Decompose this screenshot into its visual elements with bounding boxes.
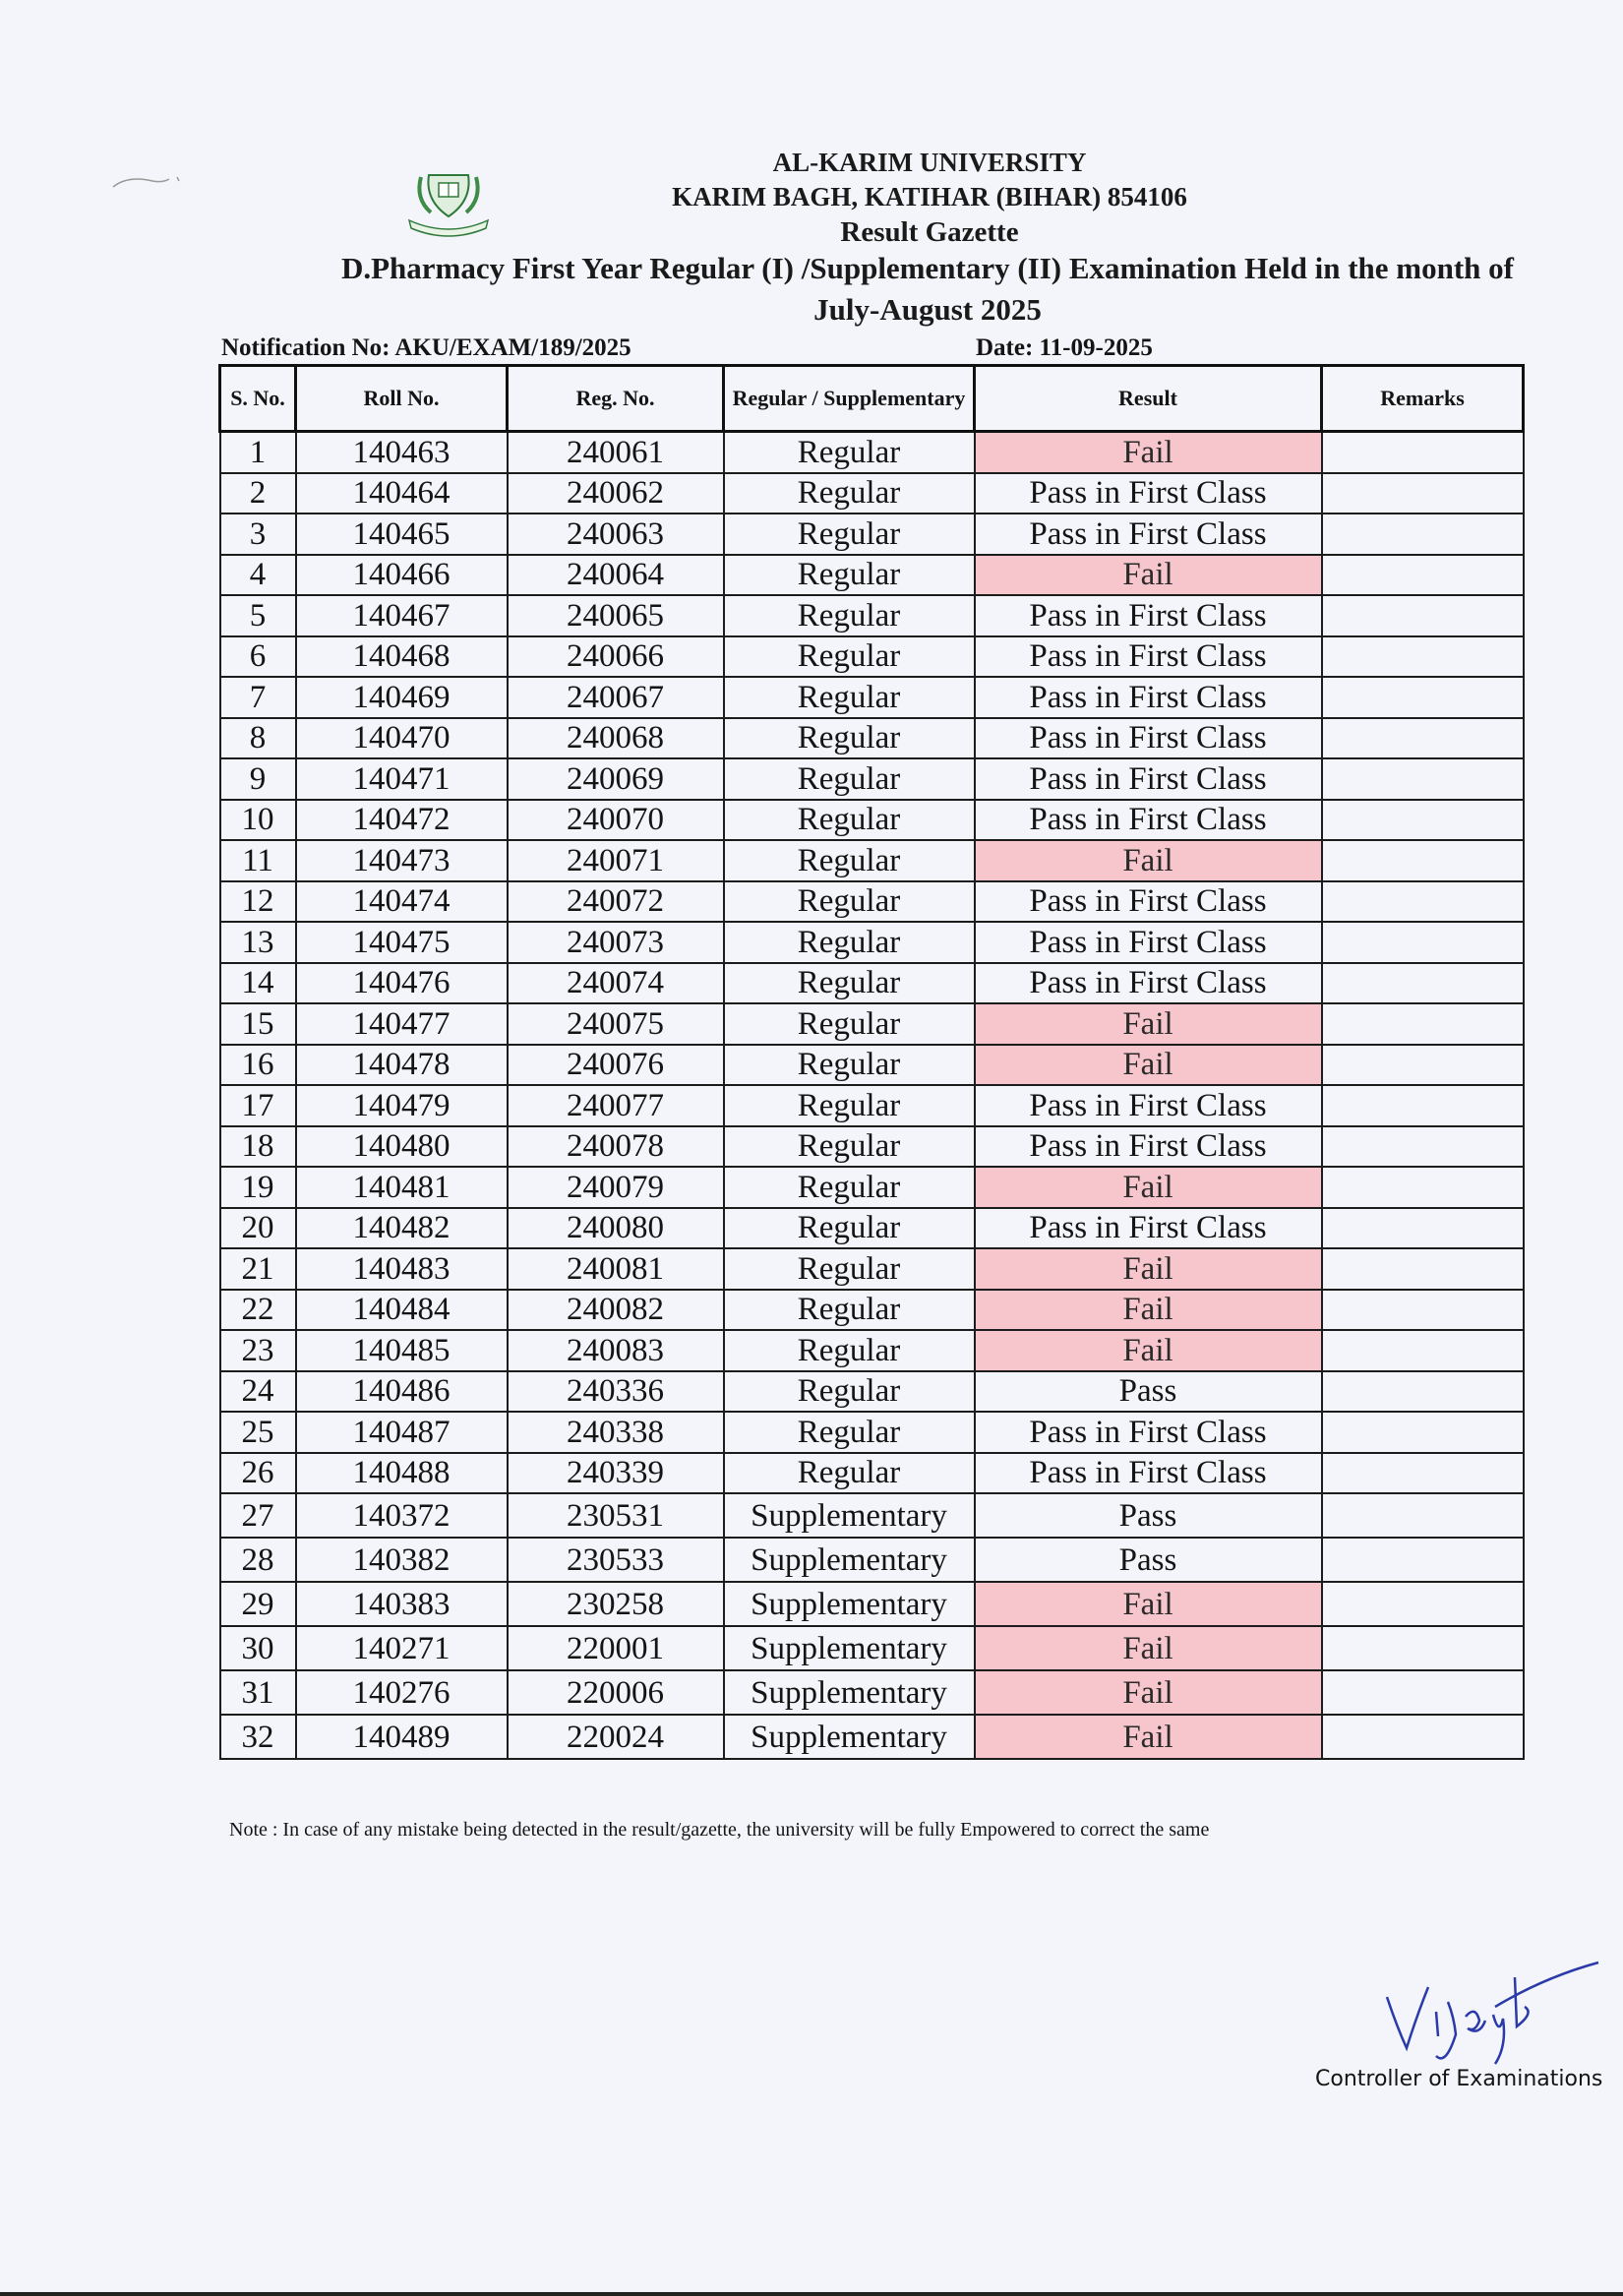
reg-no-cell: 240078 xyxy=(508,1126,724,1168)
roll-no-cell: 140383 xyxy=(296,1582,508,1626)
remarks-cell xyxy=(1322,1003,1524,1045)
table-row xyxy=(220,1045,1524,1086)
footer-note: Note : In case of any mistake being detected in the result/gazette, the university will be fully Empowered to correct the same xyxy=(229,1819,1210,1841)
roll-no-cell: 140484 xyxy=(296,1290,508,1331)
result-cell: Pass in First Class xyxy=(975,800,1322,841)
reg-no-cell: 240063 xyxy=(508,514,724,555)
result-cell: Pass in First Class xyxy=(975,881,1322,923)
roll-no-cell: 140271 xyxy=(296,1626,508,1670)
table-row xyxy=(220,595,1524,636)
roll-no-cell: 140478 xyxy=(296,1045,508,1086)
table-row xyxy=(220,677,1524,718)
result-cell: Pass in First Class xyxy=(975,636,1322,678)
remarks-cell xyxy=(1322,514,1524,555)
table-row xyxy=(220,1126,1524,1168)
result-cell: Pass in First Class xyxy=(975,595,1322,636)
remarks-cell xyxy=(1322,881,1524,923)
signatory-title: Controller of Examinations xyxy=(1315,2067,1603,2091)
table-row xyxy=(220,432,1524,473)
table-row xyxy=(220,1003,1524,1045)
table-row xyxy=(220,718,1524,759)
sno-cell: 7 xyxy=(220,677,296,718)
exam-type-cell: Regular xyxy=(724,1330,975,1371)
notification-number: Notification No: AKU/EXAM/189/2025 xyxy=(221,334,631,361)
exam-type-cell: Supplementary xyxy=(724,1538,975,1582)
roll-no-cell: 140485 xyxy=(296,1330,508,1371)
reg-no-cell: 240061 xyxy=(508,432,724,473)
remarks-cell xyxy=(1322,1626,1524,1670)
table-row xyxy=(220,514,1524,555)
result-cell: Pass in First Class xyxy=(975,1208,1322,1249)
reg-no-cell: 220001 xyxy=(508,1626,724,1670)
exam-type-cell: Regular xyxy=(724,718,975,759)
sno-cell: 1 xyxy=(220,432,296,473)
column-header-sno: S. No. xyxy=(220,366,296,432)
table-row xyxy=(220,1248,1524,1290)
reg-no-cell: 240066 xyxy=(508,636,724,678)
reg-no-cell: 240068 xyxy=(508,718,724,759)
sno-cell: 9 xyxy=(220,758,296,800)
remarks-cell xyxy=(1322,758,1524,800)
table-row xyxy=(220,555,1524,596)
roll-no-cell: 140482 xyxy=(296,1208,508,1249)
remarks-cell xyxy=(1322,840,1524,881)
result-cell: Pass xyxy=(975,1493,1322,1538)
remarks-cell xyxy=(1322,1085,1524,1126)
roll-no-cell: 140472 xyxy=(296,800,508,841)
result-cell: Pass in First Class xyxy=(975,718,1322,759)
roll-no-cell: 140473 xyxy=(296,840,508,881)
reg-no-cell: 240083 xyxy=(508,1330,724,1371)
remarks-cell xyxy=(1322,595,1524,636)
remarks-cell xyxy=(1322,1493,1524,1538)
reg-no-cell: 240069 xyxy=(508,758,724,800)
sno-cell: 18 xyxy=(220,1126,296,1168)
reg-no-cell: 230258 xyxy=(508,1582,724,1626)
table-row xyxy=(220,758,1524,800)
exam-type-cell: Regular xyxy=(724,1003,975,1045)
column-header-type: Regular / Supplementary xyxy=(724,366,975,432)
result-table xyxy=(218,364,1525,1760)
remarks-cell xyxy=(1322,1538,1524,1582)
table-row xyxy=(220,1167,1524,1208)
remarks-cell xyxy=(1322,1208,1524,1249)
page-bottom-edge xyxy=(0,2292,1623,2296)
sno-cell: 12 xyxy=(220,881,296,923)
roll-no-cell: 140469 xyxy=(296,677,508,718)
sno-cell: 2 xyxy=(220,473,296,514)
column-header-result: Result xyxy=(975,366,1322,432)
remarks-cell xyxy=(1322,1126,1524,1168)
reg-no-cell: 240081 xyxy=(508,1248,724,1290)
sno-cell: 15 xyxy=(220,1003,296,1045)
table-row xyxy=(220,1670,1524,1715)
remarks-cell xyxy=(1322,1045,1524,1086)
sno-cell: 10 xyxy=(220,800,296,841)
table-row xyxy=(220,1493,1524,1538)
result-cell: Pass in First Class xyxy=(975,963,1322,1004)
exam-type-cell: Regular xyxy=(724,1045,975,1086)
reg-no-cell: 240065 xyxy=(508,595,724,636)
roll-no-cell: 140463 xyxy=(296,432,508,473)
remarks-cell xyxy=(1322,1330,1524,1371)
result-cell: Fail xyxy=(975,1290,1322,1331)
result-cell: Fail xyxy=(975,1626,1322,1670)
result-cell: Fail xyxy=(975,1045,1322,1086)
roll-no-cell: 140489 xyxy=(296,1715,508,1759)
sno-cell: 30 xyxy=(220,1626,296,1670)
result-cell: Pass in First Class xyxy=(975,473,1322,514)
reg-no-cell: 240064 xyxy=(508,555,724,596)
sno-cell: 25 xyxy=(220,1412,296,1453)
table-row xyxy=(220,800,1524,841)
reg-no-cell: 240338 xyxy=(508,1412,724,1453)
exam-type-cell: Regular xyxy=(724,514,975,555)
reg-no-cell: 240336 xyxy=(508,1371,724,1413)
remarks-cell xyxy=(1322,718,1524,759)
exam-type-cell: Regular xyxy=(724,1167,975,1208)
result-cell: Pass in First Class xyxy=(975,514,1322,555)
exam-type-cell: Regular xyxy=(724,1290,975,1331)
remarks-cell xyxy=(1322,677,1524,718)
roll-no-cell: 140470 xyxy=(296,718,508,759)
sno-cell: 16 xyxy=(220,1045,296,1086)
reg-no-cell: 230533 xyxy=(508,1538,724,1582)
table-row xyxy=(220,963,1524,1004)
exam-type-cell: Regular xyxy=(724,473,975,514)
result-cell: Pass in First Class xyxy=(975,922,1322,963)
exam-type-cell: Regular xyxy=(724,595,975,636)
remarks-cell xyxy=(1322,1167,1524,1208)
reg-no-cell: 240071 xyxy=(508,840,724,881)
result-cell: Fail xyxy=(975,1670,1322,1715)
table-row xyxy=(220,922,1524,963)
table-row xyxy=(220,1208,1524,1249)
result-cell: Fail xyxy=(975,1715,1322,1759)
result-cell: Pass xyxy=(975,1538,1322,1582)
notification-date: Date: 11-09-2025 xyxy=(976,334,1153,361)
result-cell: Pass in First Class xyxy=(975,1453,1322,1494)
sno-cell: 6 xyxy=(220,636,296,678)
sno-cell: 27 xyxy=(220,1493,296,1538)
column-header-remarks: Remarks xyxy=(1322,366,1524,432)
sno-cell: 31 xyxy=(220,1670,296,1715)
university-address: KARIM BAGH, KATIHAR (BIHAR) 854106 xyxy=(672,182,1187,211)
sno-cell: 13 xyxy=(220,922,296,963)
roll-no-cell: 140276 xyxy=(296,1670,508,1715)
result-cell: Fail xyxy=(975,840,1322,881)
exam-type-cell: Supplementary xyxy=(724,1626,975,1670)
reg-no-cell: 220024 xyxy=(508,1715,724,1759)
exam-type-cell: Supplementary xyxy=(724,1493,975,1538)
table-row xyxy=(220,473,1524,514)
roll-no-cell: 140477 xyxy=(296,1003,508,1045)
reg-no-cell: 240079 xyxy=(508,1167,724,1208)
exam-type-cell: Regular xyxy=(724,1453,975,1494)
exam-type-cell: Regular xyxy=(724,1208,975,1249)
sno-cell: 8 xyxy=(220,718,296,759)
result-cell: Fail xyxy=(975,1248,1322,1290)
exam-type-cell: Regular xyxy=(724,1371,975,1413)
reg-no-cell: 240073 xyxy=(508,922,724,963)
result-cell: Pass in First Class xyxy=(975,1126,1322,1168)
exam-type-cell: Regular xyxy=(724,840,975,881)
result-cell: Fail xyxy=(975,555,1322,596)
reg-no-cell: 240076 xyxy=(508,1045,724,1086)
table-row xyxy=(220,1371,1524,1413)
result-cell: Fail xyxy=(975,1330,1322,1371)
reg-no-cell: 240067 xyxy=(508,677,724,718)
remarks-cell xyxy=(1322,473,1524,514)
roll-no-cell: 140466 xyxy=(296,555,508,596)
roll-no-cell: 140467 xyxy=(296,595,508,636)
reg-no-cell: 240070 xyxy=(508,800,724,841)
remarks-cell xyxy=(1322,1715,1524,1759)
exam-type-cell: Regular xyxy=(724,555,975,596)
sno-cell: 23 xyxy=(220,1330,296,1371)
exam-type-cell: Regular xyxy=(724,1085,975,1126)
remarks-cell xyxy=(1322,1453,1524,1494)
sno-cell: 5 xyxy=(220,595,296,636)
reg-no-cell: 240077 xyxy=(508,1085,724,1126)
sno-cell: 17 xyxy=(220,1085,296,1126)
sno-cell: 32 xyxy=(220,1715,296,1759)
exam-type-cell: Regular xyxy=(724,636,975,678)
roll-no-cell: 140475 xyxy=(296,922,508,963)
roll-no-cell: 140476 xyxy=(296,963,508,1004)
table-row xyxy=(220,1412,1524,1453)
sno-cell: 22 xyxy=(220,1290,296,1331)
sno-cell: 14 xyxy=(220,963,296,1004)
result-cell: Fail xyxy=(975,1003,1322,1045)
result-cell: Fail xyxy=(975,1582,1322,1626)
remarks-cell xyxy=(1322,1371,1524,1413)
reg-no-cell: 240075 xyxy=(508,1003,724,1045)
roll-no-cell: 140468 xyxy=(296,636,508,678)
result-cell: Pass in First Class xyxy=(975,758,1322,800)
table-row xyxy=(220,1453,1524,1494)
reg-no-cell: 240062 xyxy=(508,473,724,514)
roll-no-cell: 140479 xyxy=(296,1085,508,1126)
table-header-row xyxy=(220,366,1524,432)
result-cell: Pass in First Class xyxy=(975,677,1322,718)
remarks-cell xyxy=(1322,1582,1524,1626)
table-row xyxy=(220,1538,1524,1582)
reg-no-cell: 240074 xyxy=(508,963,724,1004)
roll-no-cell: 140465 xyxy=(296,514,508,555)
remarks-cell xyxy=(1322,800,1524,841)
exam-type-cell: Supplementary xyxy=(724,1715,975,1759)
table-row xyxy=(220,1582,1524,1626)
sno-cell: 3 xyxy=(220,514,296,555)
sno-cell: 4 xyxy=(220,555,296,596)
table-row xyxy=(220,1626,1524,1670)
reg-no-cell: 230531 xyxy=(508,1493,724,1538)
exam-type-cell: Regular xyxy=(724,922,975,963)
reg-no-cell: 240339 xyxy=(508,1453,724,1494)
remarks-cell xyxy=(1322,432,1524,473)
roll-no-cell: 140480 xyxy=(296,1126,508,1168)
table-row xyxy=(220,1715,1524,1759)
sno-cell: 19 xyxy=(220,1167,296,1208)
reg-no-cell: 240072 xyxy=(508,881,724,923)
exam-type-cell: Supplementary xyxy=(724,1582,975,1626)
exam-title-line-2: July-August 2025 xyxy=(813,292,1042,327)
exam-type-cell: Regular xyxy=(724,963,975,1004)
exam-type-cell: Regular xyxy=(724,881,975,923)
column-header-roll: Roll No. xyxy=(296,366,508,432)
result-cell: Pass xyxy=(975,1371,1322,1413)
university-name: AL-KARIM UNIVERSITY xyxy=(772,148,1087,177)
sno-cell: 21 xyxy=(220,1248,296,1290)
table-row xyxy=(220,1290,1524,1331)
reg-no-cell: 220006 xyxy=(508,1670,724,1715)
exam-type-cell: Regular xyxy=(724,677,975,718)
controller-signature xyxy=(1377,1958,1603,2076)
remarks-cell xyxy=(1322,636,1524,678)
reg-no-cell: 240082 xyxy=(508,1290,724,1331)
result-cell: Pass in First Class xyxy=(975,1085,1322,1126)
table-row xyxy=(220,881,1524,923)
roll-no-cell: 140382 xyxy=(296,1538,508,1582)
table-row xyxy=(220,840,1524,881)
exam-type-cell: Regular xyxy=(724,1248,975,1290)
result-table-body xyxy=(220,432,1524,1760)
roll-no-cell: 140488 xyxy=(296,1453,508,1494)
sno-cell: 11 xyxy=(220,840,296,881)
remarks-cell xyxy=(1322,1412,1524,1453)
exam-type-cell: Regular xyxy=(724,758,975,800)
exam-type-cell: Regular xyxy=(724,1412,975,1453)
sno-cell: 20 xyxy=(220,1208,296,1249)
roll-no-cell: 140471 xyxy=(296,758,508,800)
sno-cell: 24 xyxy=(220,1371,296,1413)
exam-title-line-1: D.Pharmacy First Year Regular (I) /Supplementary (II) Examination Held in the month of xyxy=(340,251,1515,285)
roll-no-cell: 140372 xyxy=(296,1493,508,1538)
remarks-cell xyxy=(1322,963,1524,1004)
sno-cell: 29 xyxy=(220,1582,296,1626)
roll-no-cell: 140483 xyxy=(296,1248,508,1290)
roll-no-cell: 140486 xyxy=(296,1371,508,1413)
result-cell: Fail xyxy=(975,432,1322,473)
roll-no-cell: 140474 xyxy=(296,881,508,923)
remarks-cell xyxy=(1322,1248,1524,1290)
exam-type-cell: Supplementary xyxy=(724,1670,975,1715)
roll-no-cell: 140464 xyxy=(296,473,508,514)
sno-cell: 26 xyxy=(220,1453,296,1494)
table-row xyxy=(220,1330,1524,1371)
exam-type-cell: Regular xyxy=(724,800,975,841)
sno-cell: 28 xyxy=(220,1538,296,1582)
result-cell: Pass in First Class xyxy=(975,1412,1322,1453)
reg-no-cell: 240080 xyxy=(508,1208,724,1249)
roll-no-cell: 140487 xyxy=(296,1412,508,1453)
table-row xyxy=(220,1085,1524,1126)
result-cell: Fail xyxy=(975,1167,1322,1208)
exam-type-cell: Regular xyxy=(724,1126,975,1168)
remarks-cell xyxy=(1322,922,1524,963)
exam-type-cell: Regular xyxy=(724,432,975,473)
remarks-cell xyxy=(1322,1290,1524,1331)
table-row xyxy=(220,636,1524,678)
roll-no-cell: 140481 xyxy=(296,1167,508,1208)
remarks-cell xyxy=(1322,555,1524,596)
remarks-cell xyxy=(1322,1670,1524,1715)
column-header-reg: Reg. No. xyxy=(508,366,724,432)
document-title: Result Gazette xyxy=(840,216,1019,248)
